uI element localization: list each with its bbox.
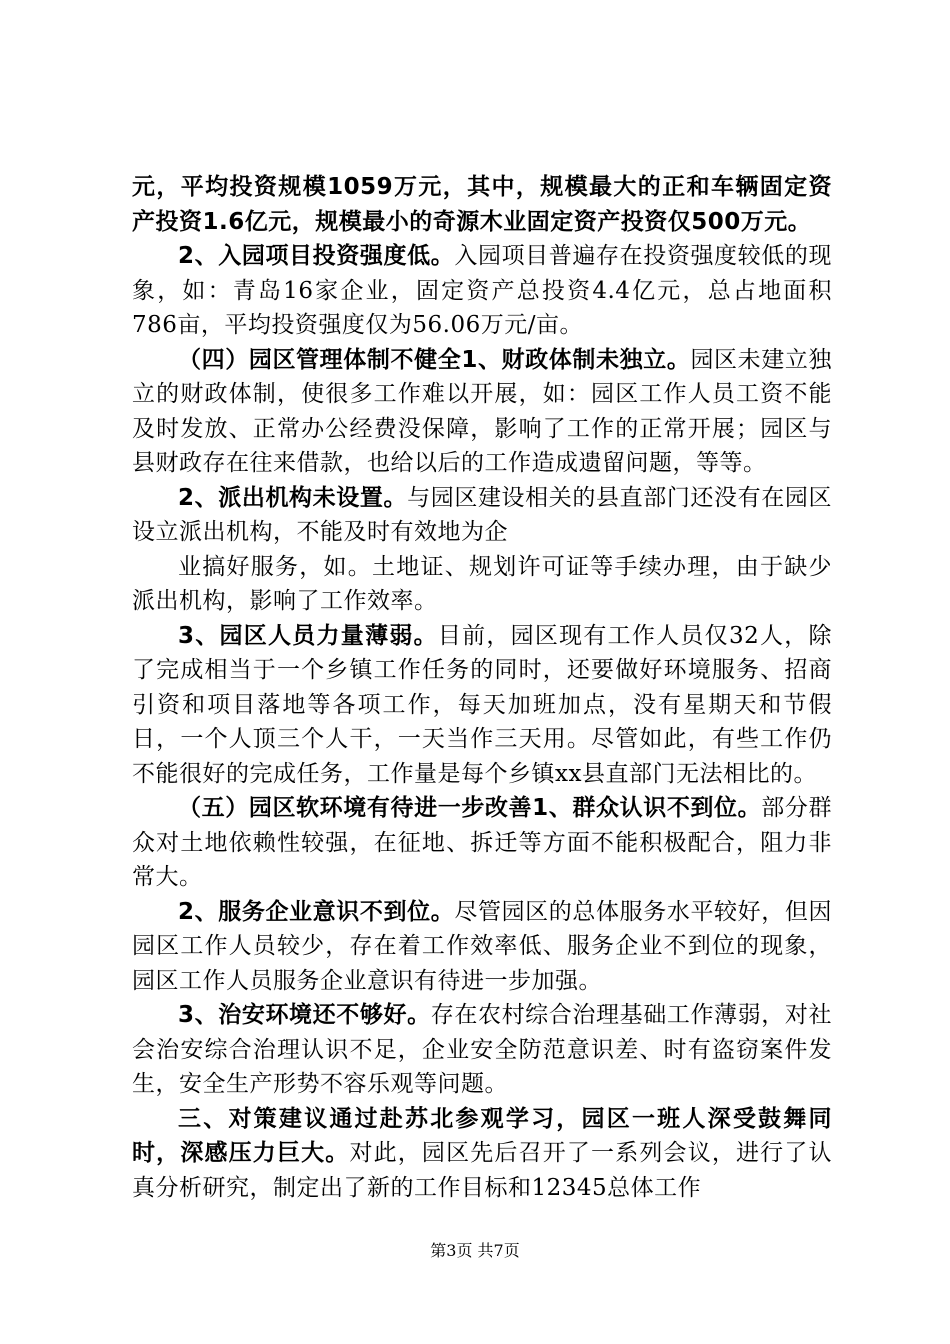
page-footer: [0, 1240, 950, 1262]
paragraph-4: [132, 481, 832, 550]
paragraph-7: [132, 791, 832, 895]
paragraph-6-text: 目前，园区现有工作人员仅32人，除了完成相当于一个乡镇工作任务的同时，还要做好环境服务、招商引资和项目落地等各项工作，每天加班加点，没有星期天和节假日，一个人顶三个人干，一天当作三天用。尽管如此，有些工作仍不能很好的完成任务，工作量是每个乡镇xx县直部门无法相比的。: [132, 622, 832, 787]
paragraph-7-lead: （五）园区软环境有待进一步改善1、群众认识不到位。: [178, 795, 762, 821]
paragraph-1-lead: 元，平均投资规模1059万元，其中，规模最大的正和车辆固定资产投资1.6亿元，规模最小的奇源木业固定资产投资仅500万元。: [132, 174, 832, 235]
page-number-label: 第3页 共7页: [430, 1241, 520, 1260]
paragraph-4-lead: 2、派出机构未设置。: [178, 484, 408, 511]
paragraph-10: [132, 1102, 832, 1206]
paragraph-8: [132, 895, 832, 999]
paragraph-2-text: 入园项目普遍存在投资强度较低的现象，如：青岛16家企业，固定资产总投资4.4亿元，总占地面积786亩，平均投资强度仅为56.06万元/亩。: [132, 243, 833, 338]
paragraph-2-lead: 2、入园项目投资强度低。: [178, 243, 455, 269]
paragraph-3: [132, 343, 832, 481]
paragraph-6-lead: 3、园区人员力量薄弱。: [178, 622, 438, 649]
document-body: [132, 170, 832, 1205]
paragraph-3-text: 园区未建立独立的财政体制，使很多工作难以开展，如：园区工作人员工资不能及时发放、正常办公经费没保障，影响了工作的正常开展；园区与县财政存在往来借款，也给以后的工作造成遗留问题，等等。: [132, 346, 832, 476]
paragraph-6: [132, 619, 832, 792]
paragraph-10-text: 对此，园区先后召开了一系列会议，进行了认真分析研究，制定出了新的工作目标和12345总体工作: [132, 1140, 833, 1201]
paragraph-1: [132, 170, 832, 239]
paragraph-10-lead: 三、对策建议通过赴苏北参观学习，园区一班人深受鼓舞同时，深感压力巨大。: [132, 1105, 832, 1166]
paragraph-3-lead: （四）园区管理体制不健全1、财政体制未独立。: [178, 346, 691, 373]
paragraph-4-text: 与园区建设相关的县直部门还没有在园区设立派出机构，不能及时有效地为企: [132, 484, 832, 545]
paragraph-7-text: 部分群众对土地依赖性较强，在征地、拆迁等方面不能积极配合，阻力非常大。: [132, 795, 833, 890]
paragraph-9-text: 存在农村综合治理基础工作薄弱，对社会治安综合治理认识不足，企业安全防范意识差、时有盗窃案件发生，安全生产形势不容乐观等问题。: [132, 1002, 833, 1097]
paragraph-8-lead: 2、服务企业意识不到位。: [178, 898, 455, 925]
paragraph-5-text: 业搞好服务，如。土地证、规划许可证等手续办理，由于缺少派出机构，影响了工作效率。: [132, 553, 832, 614]
paragraph-8-text: 尽管园区的总体服务水平较好，但因园区工作人员较少，存在着工作效率低、服务企业不到位的现象，园区工作人员服务企业意识有待进一步加强。: [132, 898, 833, 994]
paragraph-5: [132, 550, 832, 619]
paragraph-9-lead: 3、治安环境还不够好。: [178, 1002, 431, 1028]
paragraph-2: [132, 239, 832, 343]
paragraph-9: [132, 998, 832, 1102]
